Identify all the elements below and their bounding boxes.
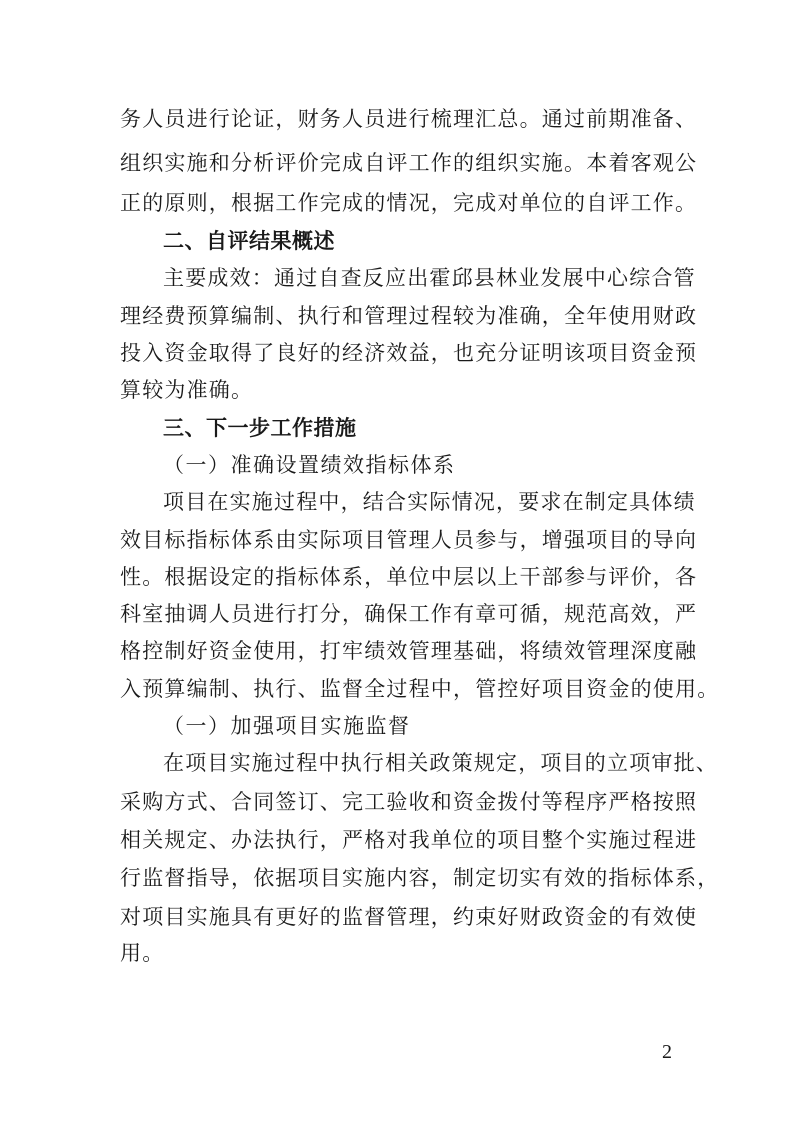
paragraph-line: 格控制好资金使用，打牢绩效管理基础，将绩效管理深度融 (120, 639, 698, 663)
subsection-heading-indicator-system: （一）准确设置绩效指标体系 (163, 453, 456, 477)
paragraph-line: 组织实施和分析评价完成自评工作的组织实施。本着客观公 (120, 151, 698, 175)
paragraph-line: 在项目实施过程中执行相关政策规定，项目的立项审批、 (163, 751, 718, 775)
paragraph-line: 理经费预算编制、执行和管理过程较为准确，全年使用财政 (120, 304, 698, 328)
section-heading-self-evaluation-results: 二、自评结果概述 (163, 229, 335, 253)
subsection-heading-supervision: （一）加强项目实施监督 (163, 714, 411, 738)
paragraph-line: 用。 (120, 941, 165, 965)
paragraph-line: 入预算编制、执行、监督全过程中，管控好项目资金的使用。 (120, 677, 720, 701)
paragraph-line: 对项目实施具有更好的监督管理，约束好财政资金的有效使 (120, 905, 698, 929)
paragraph-line: 务人员进行论证，财务人员进行梳理汇总。通过前期准备、 (120, 107, 698, 131)
paragraph-line: 科室抽调人员进行打分，确保工作有章可循，规范高效，严 (120, 602, 698, 626)
paragraph-line: 正的原则，根据工作完成的情况，完成对单位的自评工作。 (120, 191, 698, 215)
paragraph-line: 项目在实施过程中，结合实际情况，要求在制定具体绩 (163, 490, 696, 514)
paragraph-line: 效目标指标体系由实际项目管理人员参与，增强项目的导向 (120, 528, 698, 552)
section-heading-next-steps: 三、下一步工作措施 (163, 416, 357, 440)
paragraph-line: 主要成效：通过自查反应出霍邱县林业发展中心综合管 (163, 266, 696, 290)
page-number: 2 (662, 1041, 672, 1063)
paragraph-line: 相关规定、办法执行，严格对我单位的项目整个实施过程进 (120, 828, 698, 852)
paragraph-line: 性。根据设定的指标体系，单位中层以上干部参与评价，各 (120, 565, 698, 589)
paragraph-line: 算较为准确。 (120, 378, 254, 402)
paragraph-line: 行监督指导，依据项目实施内容，制定切实有效的指标体系， (120, 866, 720, 890)
paragraph-line: 采购方式、合同签订、完工验收和资金拨付等程序严格按照 (120, 790, 698, 814)
paragraph-line: 投入资金取得了良好的经济效益，也充分证明该项目资金预 (120, 341, 698, 365)
